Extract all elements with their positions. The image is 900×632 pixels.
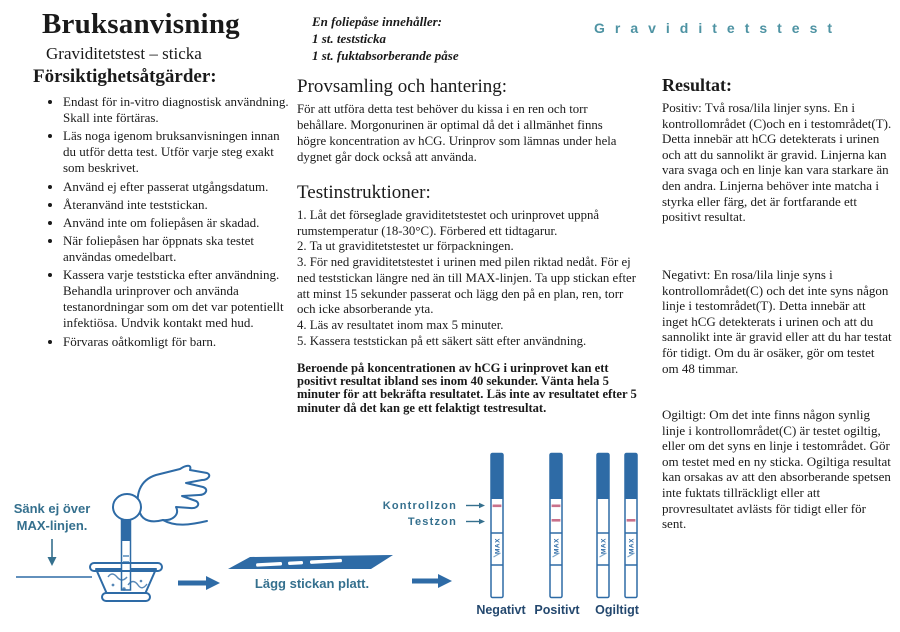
precaution-item: • Återanvänd inte teststickan. — [63, 197, 290, 213]
result-negative-text: Negativt: En rosa/lila linje syns i kontrollområdet(C) och det inte syns någon linje i testområdet(T). Detta innebär att inget hCG detekterats i urinen och att du sannolikt inte är gravid eller att du har testat för tidigt. Om du är osäker, gör om testet om 48 timmar. — [662, 267, 892, 376]
precaution-item: • När foliepåsen har öppnats ska testet användas omedelbart. — [63, 233, 290, 265]
lay-flat-label: Lägg stickan platt. — [254, 576, 370, 591]
instruction-step: 4. Läs av resultatet inom max 5 minuter. — [297, 318, 504, 333]
page-subtitle: Graviditetstest – sticka — [46, 44, 202, 63]
right-arrow-icon — [412, 574, 452, 588]
precaution-item: • Endast för in-vitro diagnostisk användning. Skall inte förtäras. — [63, 94, 290, 126]
cup-rim — [90, 563, 162, 571]
max-line-warning-label-line1: Sänk ej över — [13, 501, 91, 516]
precaution-item: • Förvaras oåtkomligt för barn. — [63, 334, 290, 350]
pouch-line: 1 st. teststicka — [312, 31, 387, 47]
max-marking: MAX — [628, 538, 636, 554]
max-marking: MAX — [494, 538, 502, 554]
zone-pointer-arrows — [466, 503, 485, 524]
instructions-heading: Testinstruktioner: — [297, 182, 431, 203]
precaution-item: • Använd inte om foliepåsen är skadad. — [63, 215, 290, 231]
test-line — [627, 519, 636, 522]
instruction-step: 5. Kassera teststickan på ett säkert sätt efter användning. — [297, 333, 587, 348]
max-marking: MAX — [553, 538, 561, 554]
thumb — [113, 494, 141, 520]
result-invalid-text: Ogiltigt: Om det inte finns någon synlig linje i kontrollområdet(C) är testet ogiltig, eller om det syns en linje i testområdet. Gör om testet med en ny sticka. Ogiltiga resultat kan orsakas av att den absorberande spetsen inte fuktats tillräckligt eller att provresultatet avlästs för tidigt eller för sent. — [662, 407, 891, 532]
sampling-body: För att utföra detta test behöver du kissa i en ren och torr behållare. Morgonurinen är optimal då det i allmänhet finns högre koncentration av hCG. Urinprov som lämnas under hela dygnet går dock också att använda. — [297, 102, 617, 164]
pouch-line: En foliepåse innehåller: — [312, 14, 443, 29]
result-stick-invalid-1 — [597, 454, 609, 598]
instruction-step: 2. Ta ut graviditetstestet ur förpackningen. — [297, 239, 514, 254]
page-title: Bruksanvisning — [42, 8, 240, 40]
control-line — [552, 505, 561, 508]
result-positive-text: Positiv: Två rosa/lila linjer syns. En i kontrollområdet (C)och en i testområdet(T). Detta innebär att hCG detekterats i urinen och att du sannolikt är gravid. Linjerna kan vara svaga och en linje kan vara starkare än den andra. Linjerna behöver inte matcha i styrka eller färg, det är fortfarande ett positivt resultat. — [662, 100, 892, 225]
precautions-heading: Försiktighetsåtgärder: — [33, 66, 217, 87]
label-positive: Positivt — [534, 603, 580, 617]
results-heading: Resultat: — [662, 75, 732, 95]
test-line — [552, 519, 561, 522]
control-line — [493, 505, 502, 508]
instruction-step: 3. För ned graviditetstestet i urinen med pilen riktad nedåt. För ej ned teststickan längre ned än till MAX-linjen. Ta upp stickan efter att minst 15 sekunder passerat och lägg den på en plan, ren, torr och icke absorberande yta. — [297, 255, 636, 317]
sampling-heading: Provsamling och hantering: — [297, 76, 508, 97]
instruction-steps — [297, 208, 638, 350]
right-arrow-icon — [178, 576, 220, 590]
hand-illustration — [113, 466, 209, 525]
test-zone-label: Testzon — [407, 516, 457, 528]
result-stick-invalid-2 — [625, 454, 637, 598]
max-marking: MAX — [600, 538, 608, 554]
max-line-warning-label-line2: MAX-linjen. — [16, 518, 88, 533]
precaution-item: • Läs noga igenom bruksanvisningen innan du utför detta test. Utför varje steg exakt som beskrivet. — [63, 128, 290, 176]
control-zone-label: Kontrollzon — [382, 500, 457, 512]
instruction-step: 1. Låt det förseglade graviditetstestet och urinprovet uppnå rumstemperatur (18-30°C). Förbered ett tidtagarur. — [297, 208, 600, 238]
down-arrow-icon — [48, 539, 57, 566]
usage-diagram — [0, 435, 660, 632]
label-invalid: Ogiltigt — [595, 603, 639, 617]
precautions-list — [38, 94, 290, 352]
pouch-line: 1 st. fuktabsorberande påse — [312, 48, 459, 64]
brand-wordmark: Graviditetstest — [594, 20, 843, 36]
timing-warning-note: Beroende på koncentrationen av hCG i urinprovet kan ett positivt resultat ibland ses inom 40 sekunder. Vänta hela 5 minuter för att bekräfta resultatet. Läs inte av resultatet efter 5 minuter då det kan ge ett felaktigt testresultat. — [297, 361, 637, 415]
precaution-item: • Kassera varje teststicka efter användning. Behandla urinprover och använda testanordningar som om det var potentiellt infektiösa. Undvik kontakt med hud. — [63, 267, 290, 331]
flat-stick-illustration — [228, 555, 393, 569]
precaution-item: • Använd ej efter passerat utgångsdatum. — [63, 179, 290, 195]
result-stick-positive — [550, 454, 562, 598]
pouch-contents-note — [312, 13, 459, 64]
result-stick-negative — [491, 454, 503, 598]
label-negative: Negativt — [476, 603, 526, 617]
